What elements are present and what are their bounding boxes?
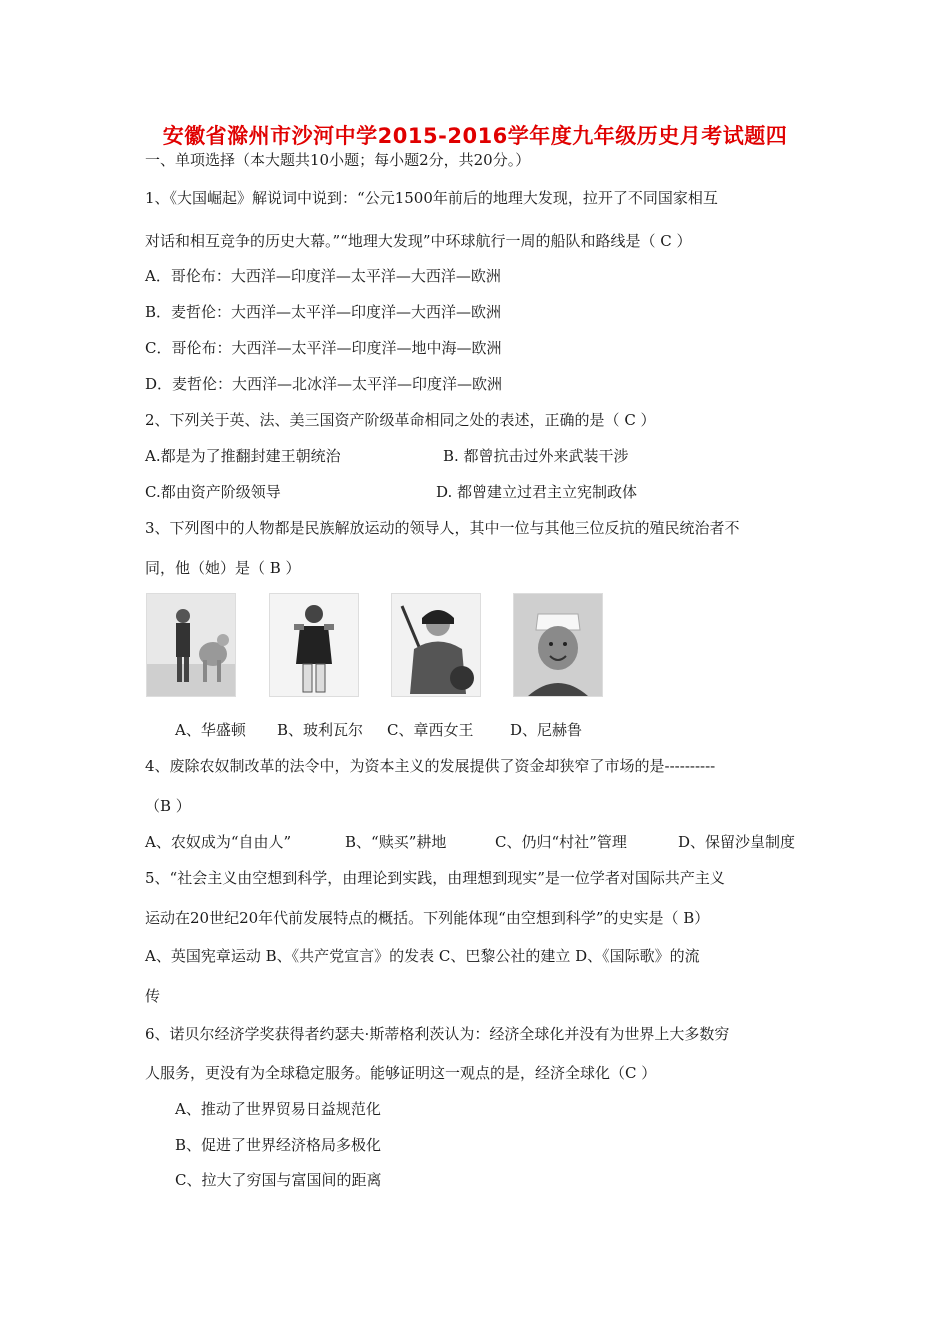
q3-stem-line2: 同，他（她）是（ B ） (145, 559, 301, 577)
q2-option-d: D. 都曾建立过君主立宪制政体 (436, 483, 638, 501)
q4-option-a: A、农奴成为“自由人” (145, 833, 292, 851)
q4-stem-line2: （B ） (145, 797, 191, 815)
q5-options-line2: 传 (145, 987, 161, 1005)
q1-option-a: A．哥伦布：大西洋—印度洋—太平洋—大西洋—欧洲 (145, 267, 501, 285)
q1-option-c: C．哥伦布：大西洋—太平洋—印度洋—地中海—欧洲 (145, 339, 502, 357)
q4-option-c: C、仍归“村社”管理 (495, 833, 627, 851)
q1-stem-line1: 1、《大国崛起》解说词中说到：“公元1500年前后的地理大发现，拉开了不同国家相互 (145, 189, 718, 207)
q4-option-b: B、“赎买”耕地 (345, 833, 447, 851)
q1-option-b: B．麦哲伦：大西洋—太平洋—印度洋—大西洋—欧洲 (145, 303, 502, 321)
q1-stem-line2: 对话和相互竞争的历史大幕。”“地理大发现”中环球航行一周的船队和路线是（ C ） (145, 232, 692, 250)
q3-option-d: D、尼赫鲁 (510, 721, 583, 739)
q6-option-b: B、促进了世界经济格局多极化 (175, 1136, 382, 1154)
q5-stem-line1: 5、“社会主义由空想到科学，由理论到实践，由理想到现实”是一位学者对国际共产主义 (145, 869, 725, 887)
q4-stem-line1: 4、废除农奴制改革的法令中，为资本主义的发展提供了资金却狭窄了市场的是---------- (145, 757, 716, 775)
q2-stem: 2、下列关于英、法、美三国资产阶级革命相同之处的表述，正确的是（ C ） (145, 411, 656, 429)
q3-stem-line1: 3、下列图中的人物都是民族解放运动的领导人，其中一位与其他三位反抗的殖民统治者不 (145, 519, 740, 537)
portrait-bolivar-image (269, 593, 359, 697)
q6-option-c: C、拉大了穷国与富国间的距离 (175, 1171, 382, 1189)
portrait-washington-image (146, 593, 236, 697)
q5-options-line1: A、英国宪章运动 B、《共产党宣言》的发表 C、巴黎公社的建立 D、《国际歌》的流 (145, 947, 700, 965)
q2-option-c: C.都由资产阶级领导 (145, 483, 281, 501)
portrait-rani-image (391, 593, 481, 697)
q5-stem-line2: 运动在20世纪20年代前发展特点的概括。下列能体现“由空想到科学”的史实是（ B） (145, 909, 710, 927)
q3-option-c: C、章西女王 (387, 721, 474, 739)
section-heading: 一、单项选择（本大题共10小题；每小题2分，共20分。） (145, 151, 531, 169)
portrait-nehru-image (513, 593, 603, 697)
q2-option-a: A.都是为了推翻封建王朝统治 (145, 447, 341, 465)
q3-option-b: B、玻利瓦尔 (277, 721, 364, 739)
q6-stem-line1: 6、诺贝尔经济学奖获得者约瑟夫·斯蒂格利茨认为：经济全球化并没有为世界上大多数穷 (145, 1025, 730, 1043)
q6-option-a: A、推动了世界贸易日益规范化 (175, 1100, 381, 1118)
q3-option-a: A、华盛顿 (175, 721, 246, 739)
q4-option-d: D、保留沙皇制度 (678, 833, 796, 851)
q1-option-d: D．麦哲伦：大西洋—北冰洋—太平洋—印度洋—欧洲 (145, 375, 503, 393)
exam-title: 安徽省滁州市沙河中学2015-2016学年度九年级历史月考试题四 (162, 124, 788, 148)
q6-stem-line2: 人服务，更没有为全球稳定服务。能够证明这一观点的是，经济全球化（C ） (145, 1064, 657, 1082)
q2-option-b: B. 都曾抗击过外来武装干涉 (443, 447, 629, 465)
